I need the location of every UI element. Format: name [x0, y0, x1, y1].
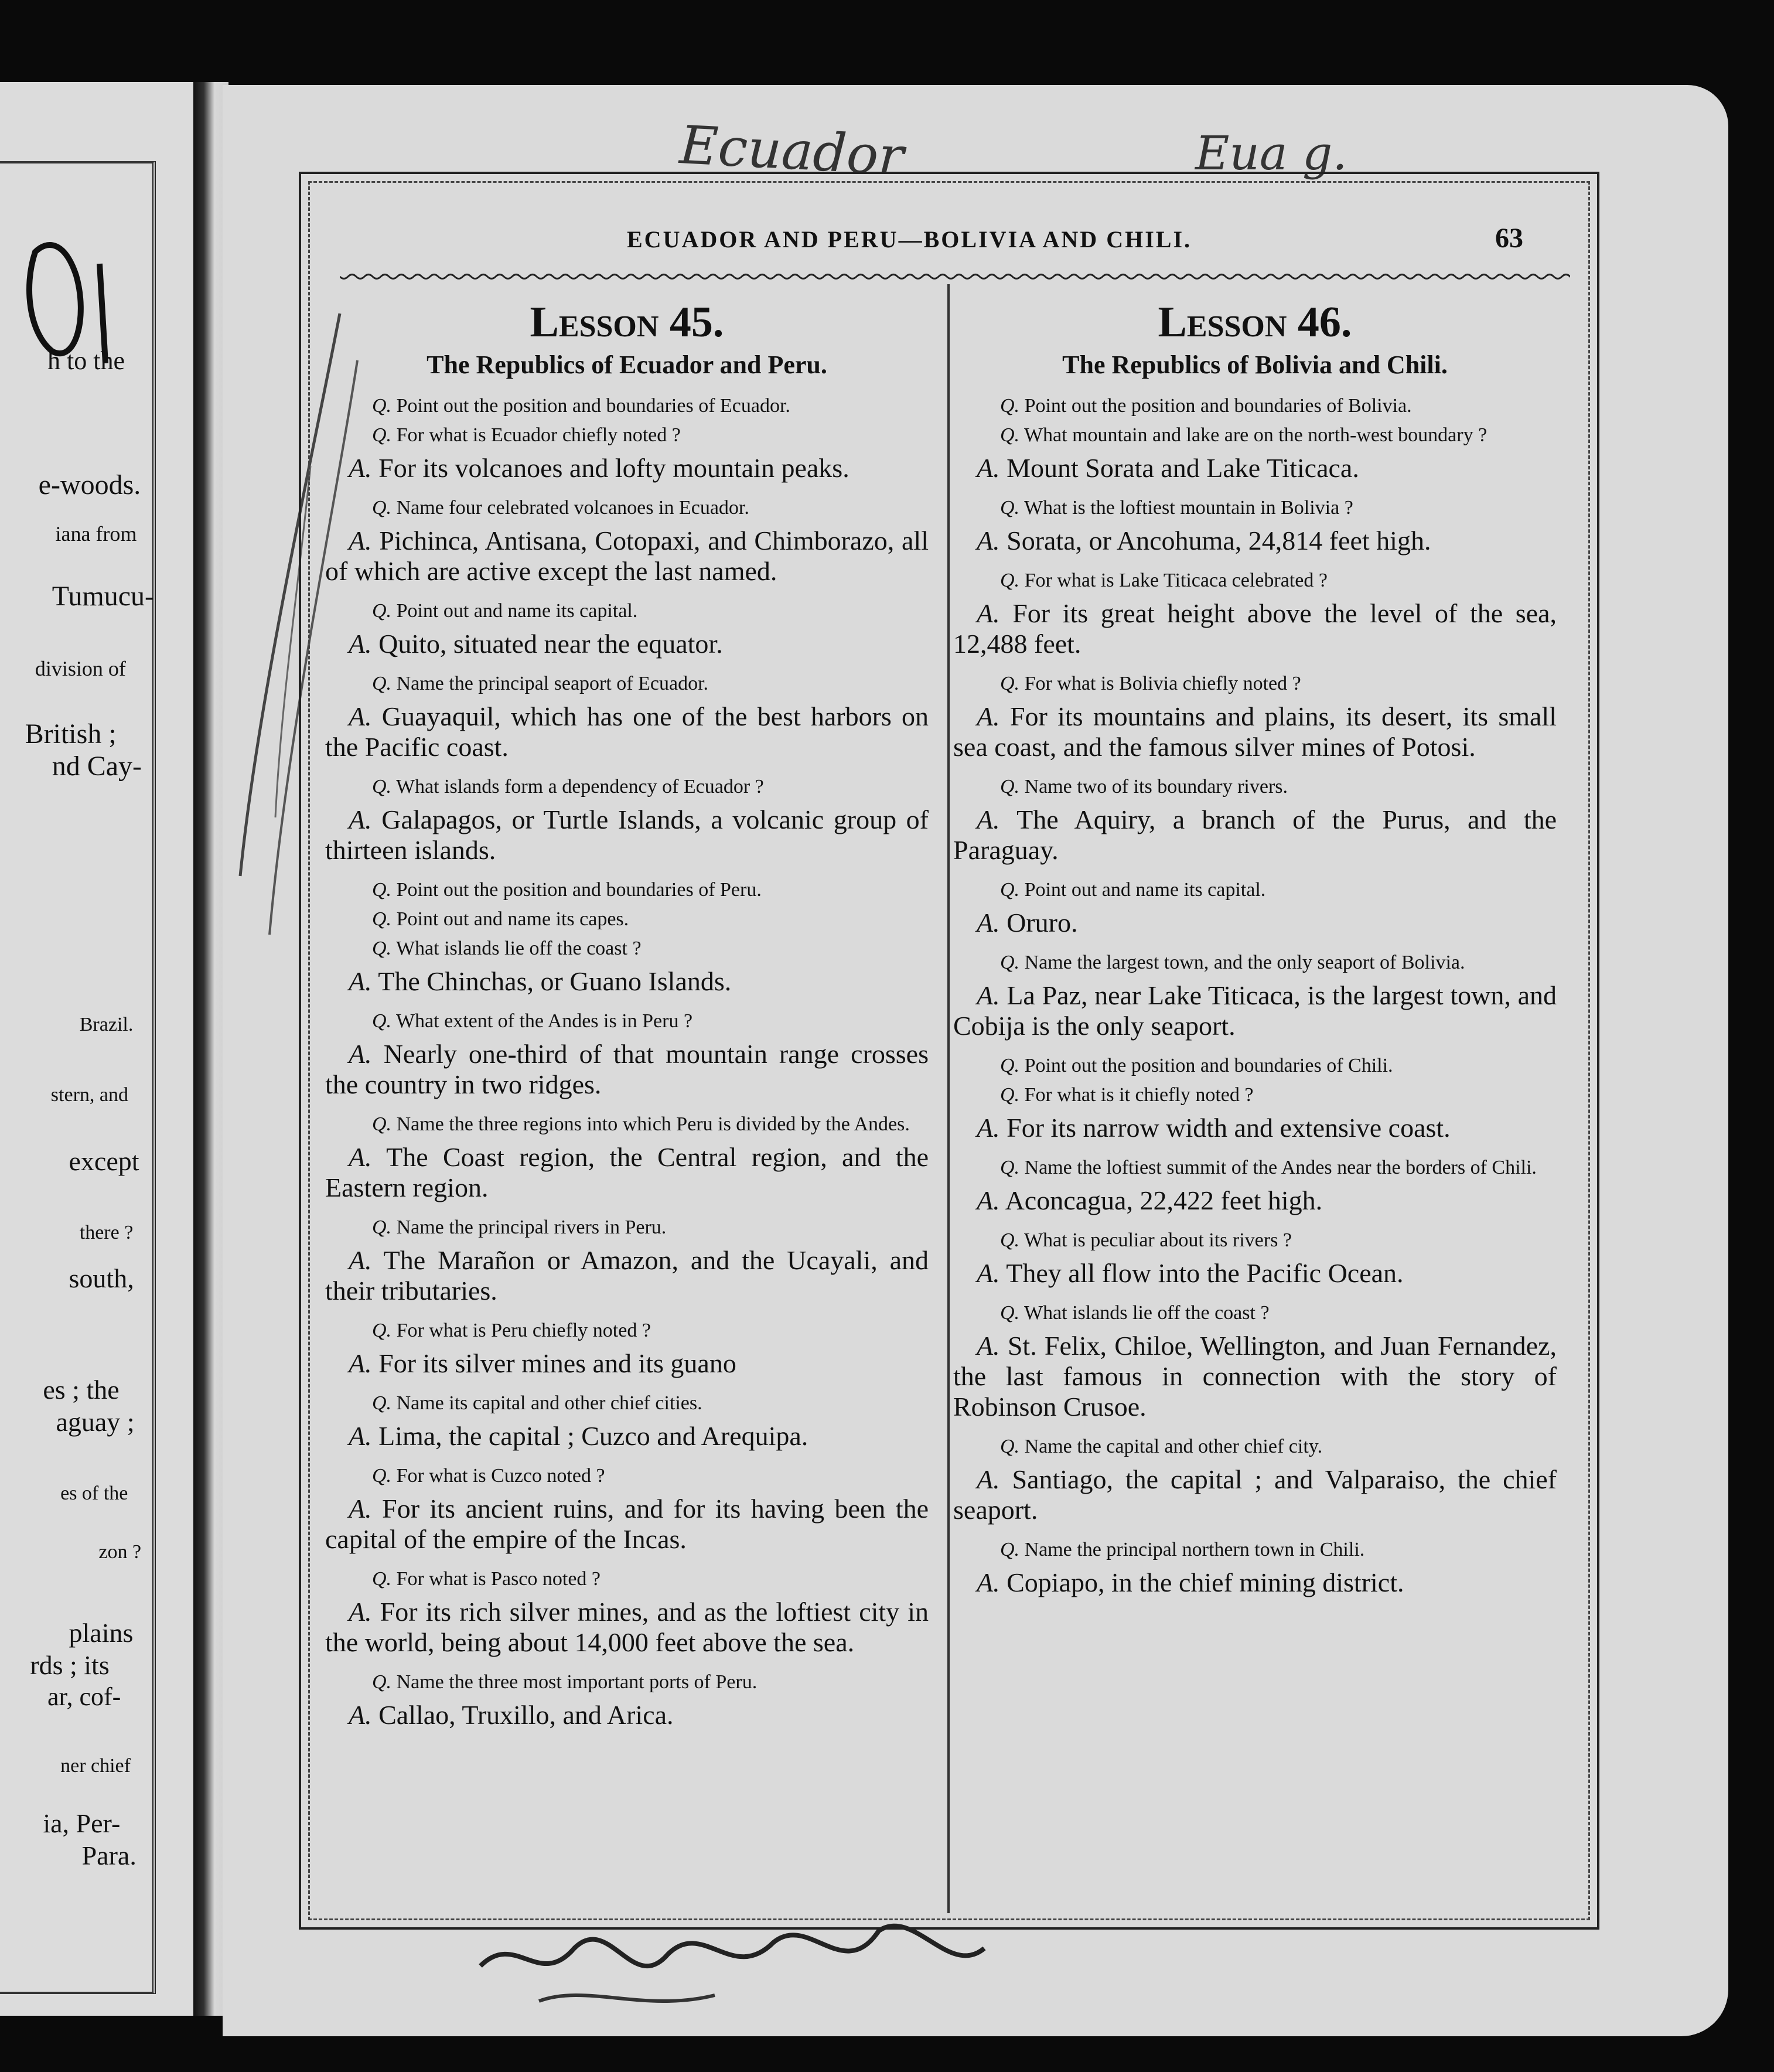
answer-label: A. — [977, 1113, 1000, 1143]
question-label: Q. — [372, 938, 392, 959]
lesson-46-column — [953, 296, 1557, 1611]
answer — [953, 980, 1557, 1041]
answer-text: Sorata, or Ancohuma, 24,814 feet high. — [1007, 526, 1431, 556]
question-text: What mountain and lake are on the north-west boundary ? — [1024, 424, 1488, 446]
question-text: Point out and name its capes. — [396, 908, 629, 930]
question — [953, 1156, 1557, 1180]
answer-label: A. — [977, 526, 1000, 556]
answer — [953, 453, 1557, 483]
answer-text: For its great height above the level of the sea, 12,488 feet. — [953, 598, 1557, 659]
question — [325, 1567, 929, 1591]
answer-text: La Paz, near Lake Titicaca, is the largest town, and Cobija is the only seaport. — [953, 980, 1557, 1041]
question-text: What islands lie off the coast ? — [395, 938, 642, 959]
question — [953, 951, 1557, 974]
answer-text: Copiapo, in the chief mining district. — [1007, 1567, 1404, 1597]
left-page-text-fragment: rds ; its — [30, 1650, 110, 1680]
question-label: Q. — [372, 908, 392, 930]
question-label: Q. — [1000, 1302, 1020, 1324]
answer-label: A. — [977, 598, 1000, 628]
answer — [953, 805, 1557, 865]
question — [325, 599, 929, 623]
question-label: Q. — [372, 1465, 392, 1487]
question-text: Name the capital and other chief city. — [1024, 1436, 1323, 1457]
question-text: Point out the position and boundaries of Bolivia. — [1024, 395, 1412, 417]
question — [325, 496, 929, 520]
question-text: Name four celebrated volcanoes in Ecuador. — [396, 497, 749, 519]
question-text: For what is Cuzco noted ? — [396, 1465, 605, 1487]
answer-text: Lima, the capital ; Cuzco and Arequipa. — [378, 1421, 808, 1451]
answer-text: For its volcanoes and lofty mountain peaks. — [378, 453, 850, 483]
answer-text: The Chinchas, or Guano Islands. — [378, 966, 732, 996]
answer-label: A. — [349, 1039, 372, 1069]
answer — [953, 1464, 1557, 1525]
answer — [325, 805, 929, 865]
lesson-45-title: Lesson 45. — [530, 298, 724, 346]
question — [325, 1010, 929, 1033]
question-label: Q. — [1000, 395, 1020, 417]
answer-text: Callao, Truxillo, and Arica. — [378, 1700, 674, 1730]
question — [953, 1229, 1557, 1252]
question — [953, 775, 1557, 799]
question-text: For what is Lake Titicaca celebrated ? — [1024, 570, 1328, 591]
question-text: Point out the position and boundaries of Ecuador. — [396, 395, 790, 417]
lesson-45-subtitle: The Republics of Ecuador and Peru. — [427, 350, 827, 379]
question-label: Q. — [372, 424, 392, 446]
left-page-text-fragment: zon ? — [98, 1541, 142, 1563]
question-label: Q. — [372, 1320, 392, 1341]
answer — [325, 1700, 929, 1730]
question-label: Q. — [372, 1216, 392, 1238]
answer — [953, 908, 1557, 938]
left-page-text-fragment: Para. — [81, 1841, 137, 1870]
left-page-text-fragment: es of the — [60, 1483, 128, 1504]
answer-text: The Marañon or Amazon, and the Ucayali, and their tributaries. — [325, 1245, 929, 1306]
question-text: For what is Pasco noted ? — [396, 1568, 601, 1590]
question-text: Name the three regions into which Peru is divided by the Andes. — [396, 1113, 910, 1135]
question-label: Q. — [1000, 673, 1020, 694]
answer-label: A. — [349, 1348, 372, 1378]
answer-label: A. — [977, 453, 1000, 483]
question — [325, 1464, 929, 1488]
answer — [325, 1142, 929, 1203]
answer-text: Santiago, the capital ; and Valparaiso, the chief seaport. — [953, 1464, 1557, 1525]
answer — [325, 1348, 929, 1379]
question-label: Q. — [372, 600, 392, 622]
question-label: Q. — [1000, 424, 1020, 446]
answer-text: They all flow into the Pacific Ocean. — [1006, 1258, 1404, 1288]
answer — [325, 701, 929, 762]
answer-label: A. — [349, 1700, 372, 1730]
handwritten-scrawl-bottom — [469, 1896, 1084, 2025]
answer-label: A. — [977, 980, 1000, 1010]
answer-label: A. — [349, 1245, 372, 1275]
left-page-text-fragment: aguay ; — [56, 1407, 135, 1437]
question-label: Q. — [372, 1392, 392, 1414]
question — [953, 672, 1557, 696]
answer — [953, 1258, 1557, 1289]
question — [325, 1113, 929, 1136]
handwritten-note-abbrev: Eua g. — [1195, 126, 1347, 180]
question-label: Q. — [372, 1568, 392, 1590]
question — [953, 496, 1557, 520]
answer — [325, 966, 929, 997]
left-page-text-fragment: ia, Per- — [43, 1808, 121, 1838]
question-text: Name the three most important ports of Peru. — [396, 1671, 758, 1693]
question — [953, 1083, 1557, 1107]
answer-text: Aconcagua, 22,422 feet high. — [1005, 1185, 1323, 1215]
question-label: Q. — [1000, 497, 1020, 519]
question-text: For what is Peru chiefly noted ? — [396, 1320, 651, 1341]
answer-text: Oruro. — [1007, 908, 1078, 938]
answer-label: A. — [349, 1421, 372, 1451]
left-page-text-fragment: plains — [69, 1618, 134, 1648]
answer-label: A. — [349, 1142, 372, 1172]
answer-label: A. — [349, 701, 372, 731]
left-page-text-fragment: e-woods. — [38, 469, 141, 500]
question — [953, 878, 1557, 902]
answer — [953, 526, 1557, 556]
answer-text: The Aquiry, a branch of the Purus, and the Paraguay. — [953, 805, 1557, 865]
question — [325, 394, 929, 418]
question-label: Q. — [372, 395, 392, 417]
answer — [953, 1113, 1557, 1143]
page-number: 63 — [1495, 223, 1523, 254]
left-page-text-fragment: division of — [35, 657, 126, 680]
column-divider — [947, 284, 950, 1913]
answer-label: A. — [977, 1258, 1000, 1288]
handwritten-note-ecuador: Ecuador — [678, 114, 906, 188]
book-page — [223, 85, 1728, 2036]
question-text: Name the principal rivers in Peru. — [396, 1216, 667, 1238]
answer-label: A. — [977, 1464, 1000, 1494]
question — [325, 937, 929, 960]
question-text: What islands lie off the coast ? — [1024, 1302, 1270, 1324]
left-page-text-fragment: British ; — [25, 718, 117, 749]
question-text: Point out and name its capital. — [396, 600, 638, 622]
answer-label: A. — [977, 1567, 1000, 1597]
question-text: What islands form a dependency of Ecuador ? — [395, 776, 764, 798]
answer — [953, 1331, 1557, 1422]
question-label: Q. — [372, 1671, 392, 1693]
left-page-text-fragment: h to the — [47, 346, 125, 375]
answer-text: Nearly one-third of that mountain range crosses the country in two ridges. — [325, 1039, 929, 1099]
answer-text: For its silver mines and its guano — [378, 1348, 736, 1378]
answer-text: The Coast region, the Central region, and the Eastern region. — [325, 1142, 929, 1202]
answer — [953, 1567, 1557, 1598]
answer-text: Quito, situated near the equator. — [378, 629, 723, 659]
question — [953, 1054, 1557, 1078]
answer-label: A. — [349, 1494, 372, 1524]
question-label: Q. — [1000, 1055, 1020, 1076]
lesson-46-qa-list — [953, 394, 1557, 1598]
question — [325, 1216, 929, 1239]
left-page-text-fragment: except — [69, 1146, 139, 1176]
lesson-46-subtitle: The Republics of Bolivia and Chili. — [1062, 350, 1448, 379]
left-page-text-fragment: ar, cof- — [47, 1682, 121, 1711]
question-label: Q. — [372, 497, 392, 519]
answer-label: A. — [349, 526, 372, 556]
question — [325, 1392, 929, 1415]
answer — [325, 526, 929, 587]
header-wavy-rule — [340, 271, 1570, 282]
question-label: Q. — [372, 1010, 392, 1032]
question — [953, 394, 1557, 418]
answer-label: A. — [977, 1331, 1000, 1361]
question-label: Q. — [372, 776, 392, 798]
left-page-text-fragment: es ; the — [43, 1375, 120, 1405]
question-text: Point out the position and boundaries of Chili. — [1024, 1055, 1393, 1076]
lesson-45-qa-list — [325, 394, 929, 1730]
running-head: ECUADOR AND PERU—BOLIVIA AND CHILI. — [627, 226, 1192, 253]
left-page-text-fragment: stern, and — [50, 1084, 128, 1106]
answer-label: A. — [349, 966, 372, 996]
lesson-45-column — [325, 296, 929, 1743]
answer — [325, 1494, 929, 1555]
question — [953, 569, 1557, 592]
page-header — [305, 223, 1523, 261]
answer-label: A. — [349, 453, 372, 483]
question-label: Q. — [1000, 952, 1020, 973]
answer — [953, 1185, 1557, 1216]
question-label: Q. — [372, 673, 392, 694]
left-page-border — [0, 161, 156, 1994]
question — [325, 908, 929, 931]
question — [325, 1319, 929, 1342]
answer-label: A. — [977, 1185, 1000, 1215]
answer-label: A. — [977, 805, 1000, 834]
answer-text: Guayaquil, which has one of the best harbors on the Pacific coast. — [325, 701, 929, 762]
answer-label: A. — [349, 629, 372, 659]
question-text: Name the principal northern town in Chili. — [1024, 1539, 1365, 1560]
question — [953, 1435, 1557, 1458]
answer — [325, 1421, 929, 1451]
question-label: Q. — [1000, 1229, 1020, 1251]
answer-text: For its mountains and plains, its desert, its small sea coast, and the famous silver mines of Potosi. — [953, 701, 1557, 762]
question-text: What extent of the Andes is in Peru ? — [395, 1010, 693, 1032]
left-page-text-fragment: iana from — [55, 522, 137, 546]
left-page-text-fragment: nd Cay- — [52, 751, 142, 782]
answer-label: A. — [977, 701, 1000, 731]
question-text: Name its capital and other chief cities. — [396, 1392, 702, 1414]
question-text: Name two of its boundary rivers. — [1024, 776, 1288, 798]
question-label: Q. — [372, 1113, 392, 1135]
answer-text: For its narrow width and extensive coast. — [1007, 1113, 1451, 1143]
question — [325, 775, 929, 799]
answer — [325, 1039, 929, 1100]
question — [325, 1671, 929, 1694]
question-label: Q. — [1000, 570, 1020, 591]
question — [953, 1301, 1557, 1325]
answer-text: St. Felix, Chiloe, Wellington, and Juan Fernandez, the last famous in connection with the story of Robinson Crusoe. — [953, 1331, 1557, 1422]
answer-text: Mount Sorata and Lake Titicaca. — [1007, 453, 1359, 483]
question-text: Point out and name its capital. — [1024, 879, 1266, 901]
answer — [953, 598, 1557, 659]
answer-text: For its ancient ruins, and for its having been the capital of the empire of the Incas. — [325, 1494, 929, 1554]
question — [325, 878, 929, 902]
question-label: Q. — [372, 879, 392, 901]
answer — [325, 453, 929, 483]
answer — [953, 701, 1557, 762]
left-page-text-fragment: ner chief — [60, 1755, 131, 1777]
answer-label: A. — [977, 908, 1000, 938]
answer — [325, 1597, 929, 1658]
left-page-text-fragment: there ? — [79, 1222, 134, 1243]
question — [953, 1538, 1557, 1562]
left-page-text-fragment: Tumucu- — [52, 581, 154, 612]
answer-text: For its rich silver mines, and as the loftiest city in the world, being about 14,000 feet above the sea. — [325, 1597, 929, 1657]
question-label: Q. — [1000, 1157, 1020, 1178]
question-text: Name the loftiest summit of the Andes near the borders of Chili. — [1024, 1157, 1537, 1178]
question-text: Name the principal seaport of Ecuador. — [396, 673, 709, 694]
question-label: Q. — [1000, 776, 1020, 798]
question — [953, 424, 1557, 447]
answer — [325, 1245, 929, 1306]
lesson-46-title: Lesson 46. — [1158, 298, 1352, 346]
question-label: Q. — [1000, 1436, 1020, 1457]
question-text: For what is Ecuador chiefly noted ? — [396, 424, 681, 446]
answer-label: A. — [349, 805, 372, 834]
question-text: For what is it chiefly noted ? — [1024, 1084, 1254, 1106]
answer — [325, 629, 929, 659]
question — [325, 672, 929, 696]
question-text: Point out the position and boundaries of Peru. — [396, 879, 762, 901]
answer-label: A. — [349, 1597, 372, 1627]
question-text: For what is Bolivia chiefly noted ? — [1024, 673, 1301, 694]
question-label: Q. — [1000, 1539, 1020, 1560]
left-page-text-fragment: Brazil. — [79, 1014, 134, 1035]
question-text: What is peculiar about its rivers ? — [1024, 1229, 1292, 1251]
question-label: Q. — [1000, 879, 1020, 901]
answer-text: Pichinca, Antisana, Cotopaxi, and Chimborazo, all of which are active except the last named. — [325, 526, 929, 586]
question-text: What is the loftiest mountain in Bolivia ? — [1024, 497, 1353, 519]
left-page-text-fragment: south, — [69, 1263, 134, 1293]
question-label: Q. — [1000, 1084, 1020, 1106]
question — [325, 424, 929, 447]
left-page-fragment — [0, 82, 193, 2016]
question-text: Name the largest town, and the only seaport of Bolivia. — [1024, 952, 1465, 973]
answer-text: Galapagos, or Turtle Islands, a volcanic group of thirteen islands. — [325, 805, 929, 865]
